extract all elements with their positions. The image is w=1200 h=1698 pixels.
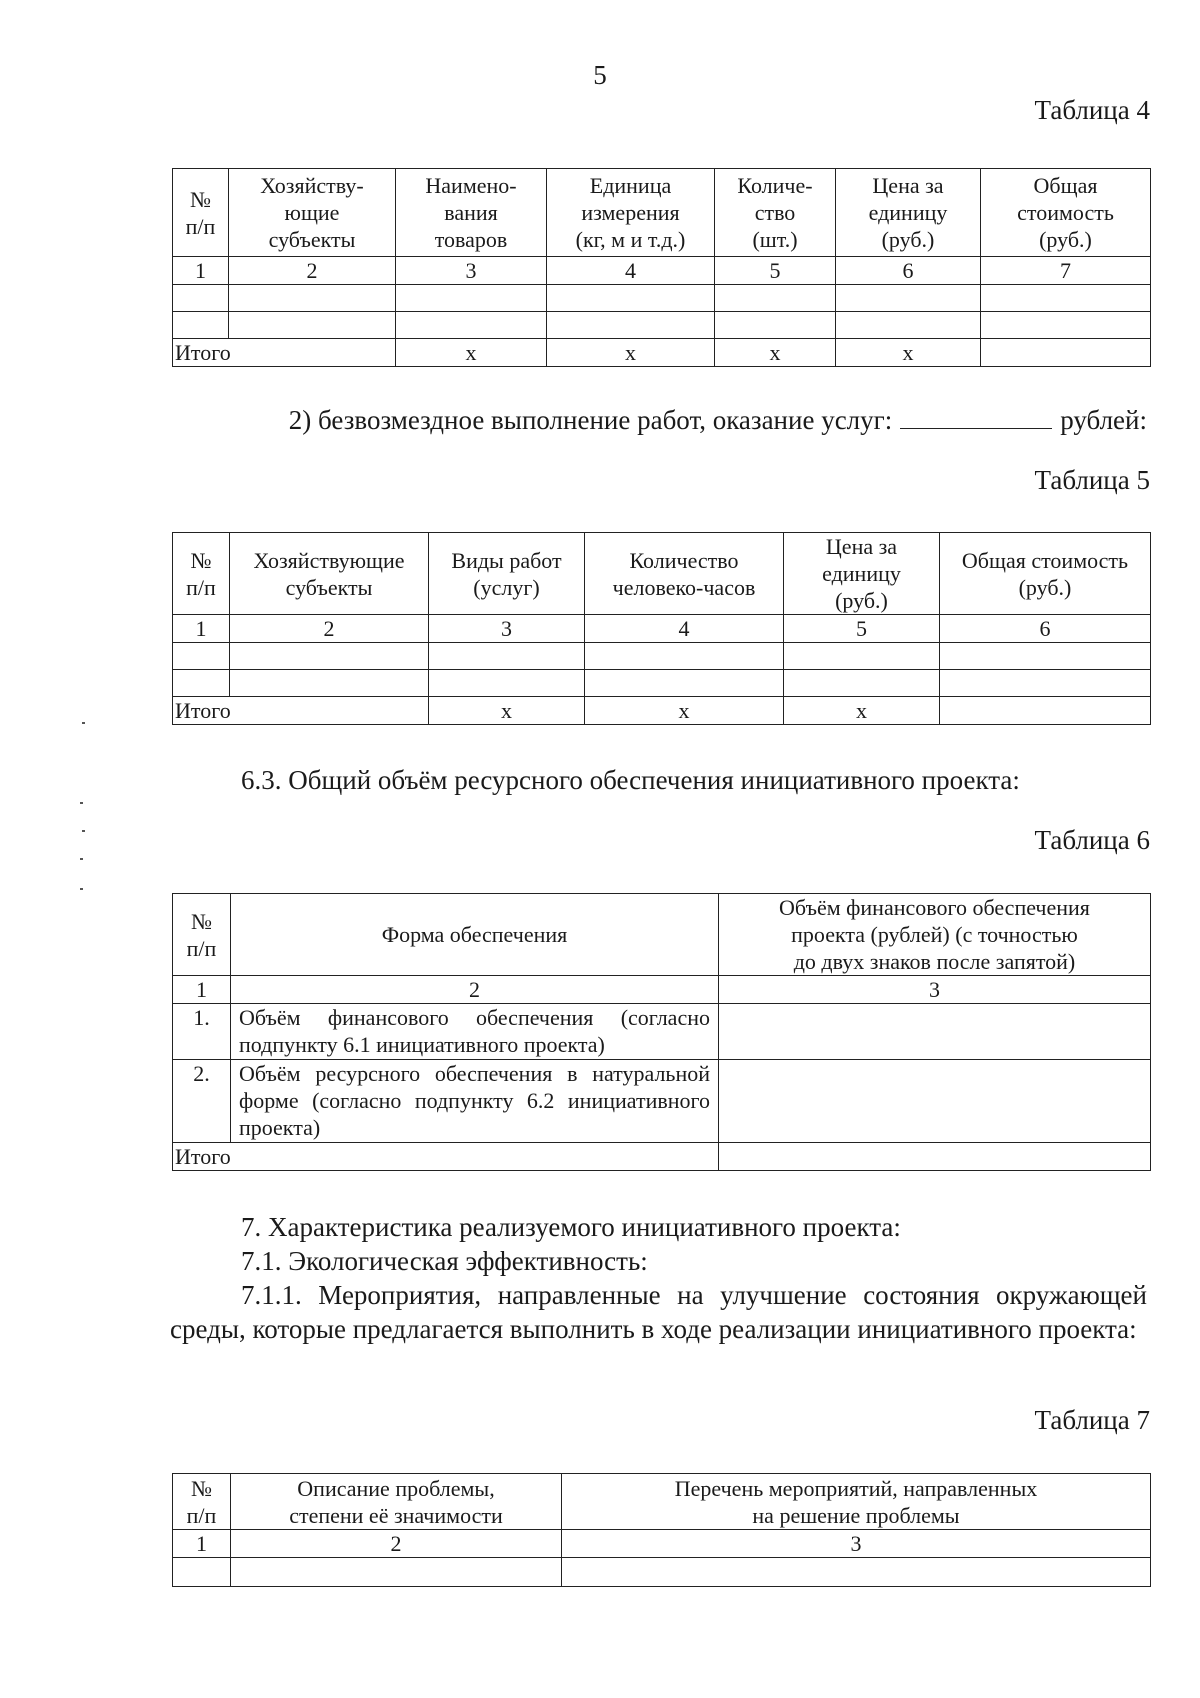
table6-row [173, 1004, 1151, 1060]
table4-header-cell: Общая стоимость (руб.) [981, 169, 1151, 257]
table7-number-cell: 2 [231, 1530, 562, 1558]
table5-number-row [173, 615, 1151, 643]
table4-empty-row [173, 285, 1151, 312]
table4-empty-row [173, 312, 1151, 339]
table4-header-cell: № п/п [173, 169, 229, 257]
amount-blank-line [900, 402, 1052, 429]
table4-total-mark: х [547, 339, 715, 367]
scan-speck [82, 722, 85, 724]
table4-number-row [173, 257, 1151, 285]
table5-number-cell: 2 [230, 615, 429, 643]
table4-number-cell: 3 [396, 257, 547, 285]
table6-total-row [173, 1143, 1151, 1171]
table4-number-cell: 2 [229, 257, 396, 285]
table6 [172, 893, 1151, 1171]
table7-header-row [173, 1474, 1151, 1530]
table5-total-mark: х [429, 697, 585, 725]
scan-speck [80, 802, 83, 804]
table4-total-label: Итого [173, 339, 396, 367]
table4-total-row [173, 339, 1151, 367]
table4-number-cell: 1 [173, 257, 229, 285]
table5-number-cell: 4 [585, 615, 784, 643]
table5-total-label: Итого [173, 697, 429, 725]
table7-empty-row [173, 1558, 1151, 1587]
table4-header-cell: Единица измерения (кг, м и т.д.) [547, 169, 715, 257]
table4-total-mark: х [396, 339, 547, 367]
table6-number-cell: 1 [173, 976, 231, 1004]
table5-total-mark: х [585, 697, 784, 725]
table4 [172, 168, 1151, 367]
table5-header-cell: Виды работ (услуг) [429, 533, 585, 615]
table4-total-mark: х [836, 339, 981, 367]
table5-number-cell: 5 [784, 615, 940, 643]
table7-header-cell: Описание проблемы, степени её значимости [231, 1474, 562, 1530]
table6-row-text: Объём ресурсного обеспечения в натуральной форме (согласно подпункту 6.2 инициативного проекта) [231, 1060, 719, 1143]
table5-header-cell: Хозяйствующие субъекты [230, 533, 429, 615]
table4-caption: Таблица 4 [1034, 95, 1150, 125]
scan-speck [80, 888, 83, 890]
table5-number-cell: 1 [173, 615, 230, 643]
services-text: 2) безвозмездное выполнение работ, оказание услуг: [288, 405, 893, 435]
table4-number-cell: 5 [715, 257, 836, 285]
table7 [172, 1473, 1151, 1587]
table6-number-row [173, 976, 1151, 1004]
table4-header-cell: Наимено- вания товаров [396, 169, 547, 257]
table5-header-row [173, 533, 1151, 615]
table7-header-cell: № п/п [173, 1474, 231, 1530]
scan-speck [80, 858, 83, 860]
table5-caption: Таблица 5 [1034, 465, 1150, 495]
section-7-1-1-paragraph: 7.1.1. Мероприятия, направленные на улучшение состояния окружающей среды, которые предлагается выполнить в ходе реализации инициативного проекта: [170, 1280, 1147, 1344]
table5-header-cell: Общая стоимость (руб.) [940, 533, 1151, 615]
table6-row [173, 1060, 1151, 1143]
table5-header-cell: Количество человеко-часов [585, 533, 784, 615]
table5-total-mark: х [784, 697, 940, 725]
table7-header-cell: Перечень мероприятий, направленных на решение проблемы [562, 1474, 1151, 1530]
section-7-1-heading: 7.1. Экологическая эффективность: [241, 1246, 648, 1276]
section-6-3-heading: 6.3. Общий объём ресурсного обеспечения инициативного проекта: [241, 765, 1020, 795]
table7-number-cell: 3 [562, 1530, 1151, 1558]
table5-header-cell: Цена за единицу (руб.) [784, 533, 940, 615]
table4-header-cell: Количе- ство (шт.) [715, 169, 836, 257]
table5-number-cell: 6 [940, 615, 1151, 643]
table5-empty-row [173, 670, 1151, 697]
table4-number-cell: 7 [981, 257, 1151, 285]
table6-header-cell: Форма обеспечения [231, 894, 719, 976]
table5-header-cell: № п/п [173, 533, 230, 615]
table6-header-cell: № п/п [173, 894, 231, 976]
page-number: 5 [593, 60, 607, 90]
table6-caption: Таблица 6 [1034, 825, 1150, 855]
table4-header-cell: Цена за единицу (руб.) [836, 169, 981, 257]
table6-number-cell: 2 [231, 976, 719, 1004]
table7-number-cell: 1 [173, 1530, 231, 1558]
table5 [172, 532, 1151, 725]
table7-number-row [173, 1530, 1151, 1558]
services-paragraph [170, 402, 1147, 437]
table6-total-label: Итого [173, 1143, 719, 1171]
table6-row-number: 2. [173, 1060, 231, 1143]
table6-row-text: Объём финансового обеспечения (согласно подпункту 6.1 инициативного проекта) [231, 1004, 719, 1060]
table4-header-row [173, 169, 1151, 257]
table6-number-cell: 3 [719, 976, 1151, 1004]
table5-empty-row [173, 643, 1151, 670]
section-7-heading: 7. Характеристика реализуемого инициативного проекта: [241, 1212, 901, 1242]
table6-row-number: 1. [173, 1004, 231, 1060]
table4-number-cell: 6 [836, 257, 981, 285]
scan-speck [82, 830, 85, 832]
table6-header-row [173, 894, 1151, 976]
services-unit: рублей: [1060, 405, 1147, 435]
table5-total-row [173, 697, 1151, 725]
table4-total-mark: х [715, 339, 836, 367]
table4-number-cell: 4 [547, 257, 715, 285]
table6-header-cell: Объём финансового обеспечения проекта (рублей) (с точностью до двух знаков после запятой) [719, 894, 1151, 976]
table4-header-cell: Хозяйству- ющие субъекты [229, 169, 396, 257]
table7-caption: Таблица 7 [1034, 1405, 1150, 1435]
table5-number-cell: 3 [429, 615, 585, 643]
